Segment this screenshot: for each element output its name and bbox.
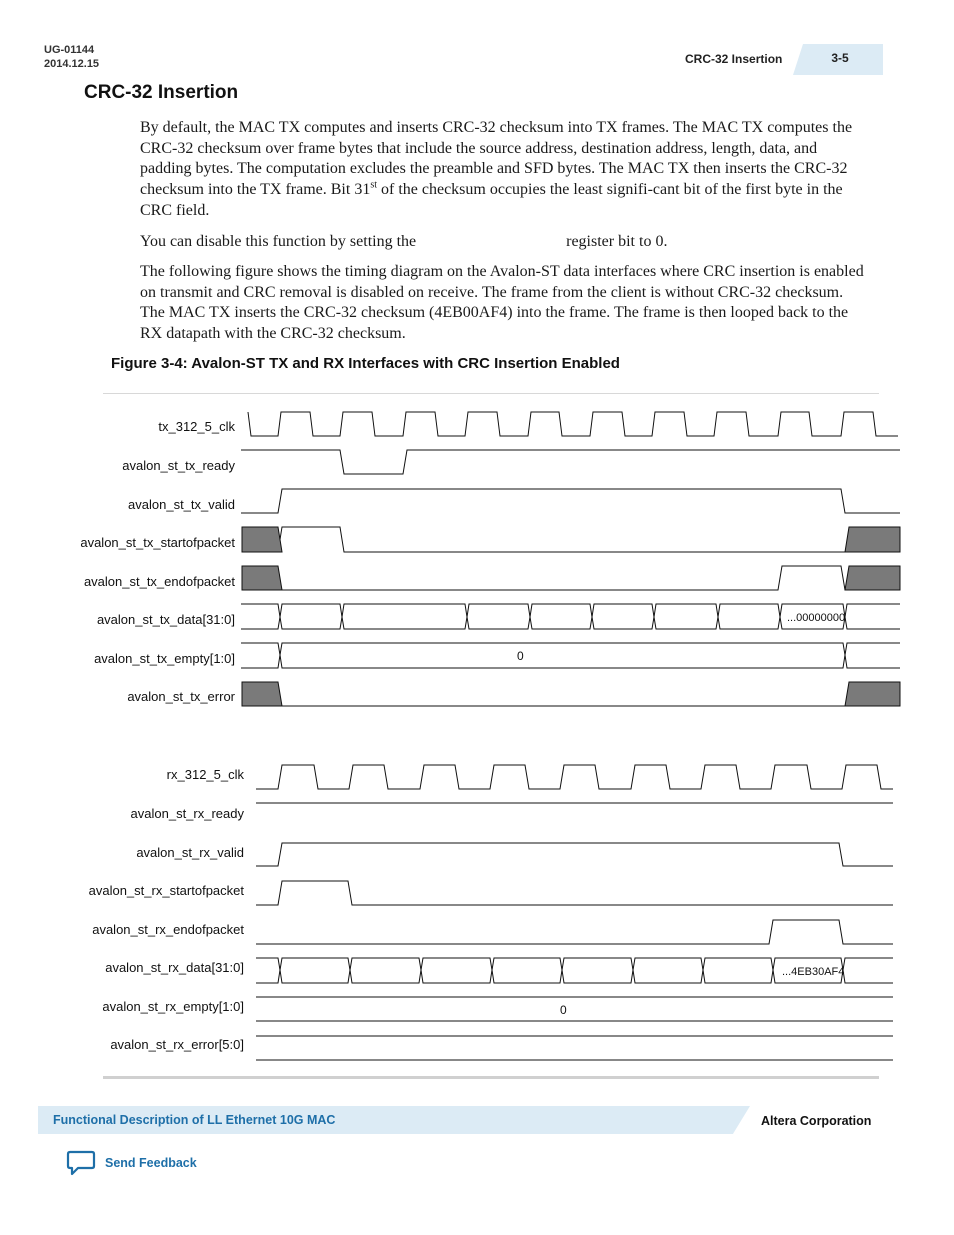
rx-data-label: avalon_st_rx_data[31:0]: [105, 960, 244, 975]
footer-company: Altera Corporation: [761, 1114, 872, 1128]
tx-data-seg-4: [530, 604, 592, 629]
rx-data-seg-1: [280, 958, 350, 983]
figure-caption: Figure 3-4: Avalon-ST TX and RX Interfaces with CRC Insertion Enabled: [111, 355, 620, 372]
tx-ready-label: avalon_st_tx_ready: [122, 458, 235, 473]
tx-endofpacket-label: avalon_st_tx_endofpacket: [83, 574, 235, 589]
tx-error-undefined-end: [845, 682, 900, 706]
tx-empty-label: avalon_st_tx_empty[1:0]: [94, 651, 235, 666]
rx-ready-label: avalon_st_rx_ready: [130, 806, 244, 821]
rx-endofpacket-label: avalon_st_rx_endofpacket: [92, 922, 244, 937]
tx-data-seg-3: [467, 604, 530, 629]
rx-endofpacket-waveform: [256, 920, 893, 944]
tx-data-last-value: ...00000000: [787, 612, 846, 624]
ordinal-superscript: st: [370, 179, 377, 191]
speech-bubble-icon: [66, 1150, 96, 1176]
rx-clk-label: rx_312_5_clk: [166, 767, 244, 782]
tx-data-seg-9: [845, 604, 900, 629]
tx-sop-undefined-start: [242, 527, 282, 552]
rx-empty-value: 0: [560, 1003, 567, 1017]
paragraph-crc-default-tail: of the checksum occupies the least signifi-cant bit of the first byte in the CRC field.: [140, 181, 843, 219]
tx-error-label: avalon_st_tx_error: [127, 689, 235, 704]
rx-valid-waveform: [256, 843, 893, 866]
tx-empty-seg-0: [241, 643, 280, 668]
paragraph-disable-end: register bit to 0.: [566, 233, 668, 250]
tx-data-seg-7: [718, 604, 780, 629]
document-number: UG-01144: [44, 44, 95, 56]
tx-eop-undefined-start: [242, 566, 282, 590]
page-number: 3-5: [803, 44, 883, 75]
rx-data-seg-7: [703, 958, 773, 983]
tx-valid-waveform: [241, 489, 900, 513]
tx-empty-value: 0: [517, 649, 524, 663]
paragraph-disable-start: You can disable this function by setting the: [140, 233, 417, 250]
tx-empty-seg-2: [845, 643, 900, 668]
rx-data-seg-2: [350, 958, 421, 983]
tx-empty-seg-1: [280, 643, 845, 668]
rx-error-label: avalon_st_rx_error[5:0]: [110, 1037, 244, 1052]
rx-clock-waveform: [256, 765, 893, 789]
tx-valid-label: avalon_st_tx_valid: [128, 497, 235, 512]
rx-data-seg-6: [633, 958, 703, 983]
tx-data-seg-0: [241, 604, 280, 629]
tx-startofpacket-waveform: [278, 527, 845, 552]
tx-data-seg-1: [280, 604, 342, 629]
header-section-title: CRC-32 Insertion: [685, 52, 783, 66]
rx-data-seg-0: [256, 958, 280, 983]
tx-clock-waveform: [248, 412, 898, 436]
tx-endofpacket-waveform: [278, 566, 845, 590]
rx-valid-label: avalon_st_rx_valid: [136, 845, 244, 860]
paragraph-crc-default-text: By default, the MAC TX computes and inserts CRC-32 checksum into TX frames. The MAC TX computes the CRC-32 checksum over frame bytes that include the source address, destination address, length, data, and padding bytes. The computation excludes the preamble and SFD bytes. The MAC TX then inserts the CRC-32 checksum into the TX frame. Bit 31: [140, 119, 853, 199]
rx-data-last-value: ...4EB30AF4: [782, 966, 845, 978]
document-date: 2014.12.15: [44, 58, 100, 70]
tx-startofpacket-label: avalon_st_tx_startofpacket: [80, 535, 235, 550]
paragraph-figure-intro: The following figure shows the timing diagram on the Avalon-ST data interfaces where CRC insertion is enabled on transmit and CRC removal is disabled on receive. The frame from the client is without CRC-32 checksum. The MAC TX inserts the CRC-32 checksum (4EB00AF4) into the frame. The frame is then looped back to the RX datapath with the CRC-32 checksum.: [140, 263, 864, 343]
rx-startofpacket-label: avalon_st_rx_startofpacket: [88, 883, 244, 898]
tx-data-seg-6: [654, 604, 718, 629]
figure-bottom-rule: [103, 1076, 879, 1079]
send-feedback-label[interactable]: Send Feedback: [105, 1156, 197, 1170]
rx-startofpacket-waveform: [256, 881, 893, 905]
send-feedback-link[interactable]: [66, 1150, 197, 1176]
rx-data-seg-3: [421, 958, 492, 983]
section-title: CRC-32 Insertion: [84, 82, 239, 103]
tx-data-label: avalon_st_tx_data[31:0]: [96, 612, 235, 627]
tx-error-undefined-start: [242, 682, 282, 706]
rx-data-seg-5: [562, 958, 633, 983]
footer-chapter-link[interactable]: Functional Description of LL Ethernet 10G MAC: [53, 1113, 336, 1127]
rx-data-seg-4: [492, 958, 562, 983]
tx-clk-label: tx_312_5_clk: [158, 419, 235, 434]
tx-ready-waveform: [241, 450, 900, 474]
tx-sop-undefined-end: [845, 527, 900, 552]
tx-data-seg-5: [592, 604, 654, 629]
rx-empty-label: avalon_st_rx_empty[1:0]: [102, 999, 244, 1014]
tx-data-seg-2: [342, 604, 467, 629]
rx-data-seg-9: [843, 958, 893, 983]
tx-eop-undefined-end: [845, 566, 900, 590]
